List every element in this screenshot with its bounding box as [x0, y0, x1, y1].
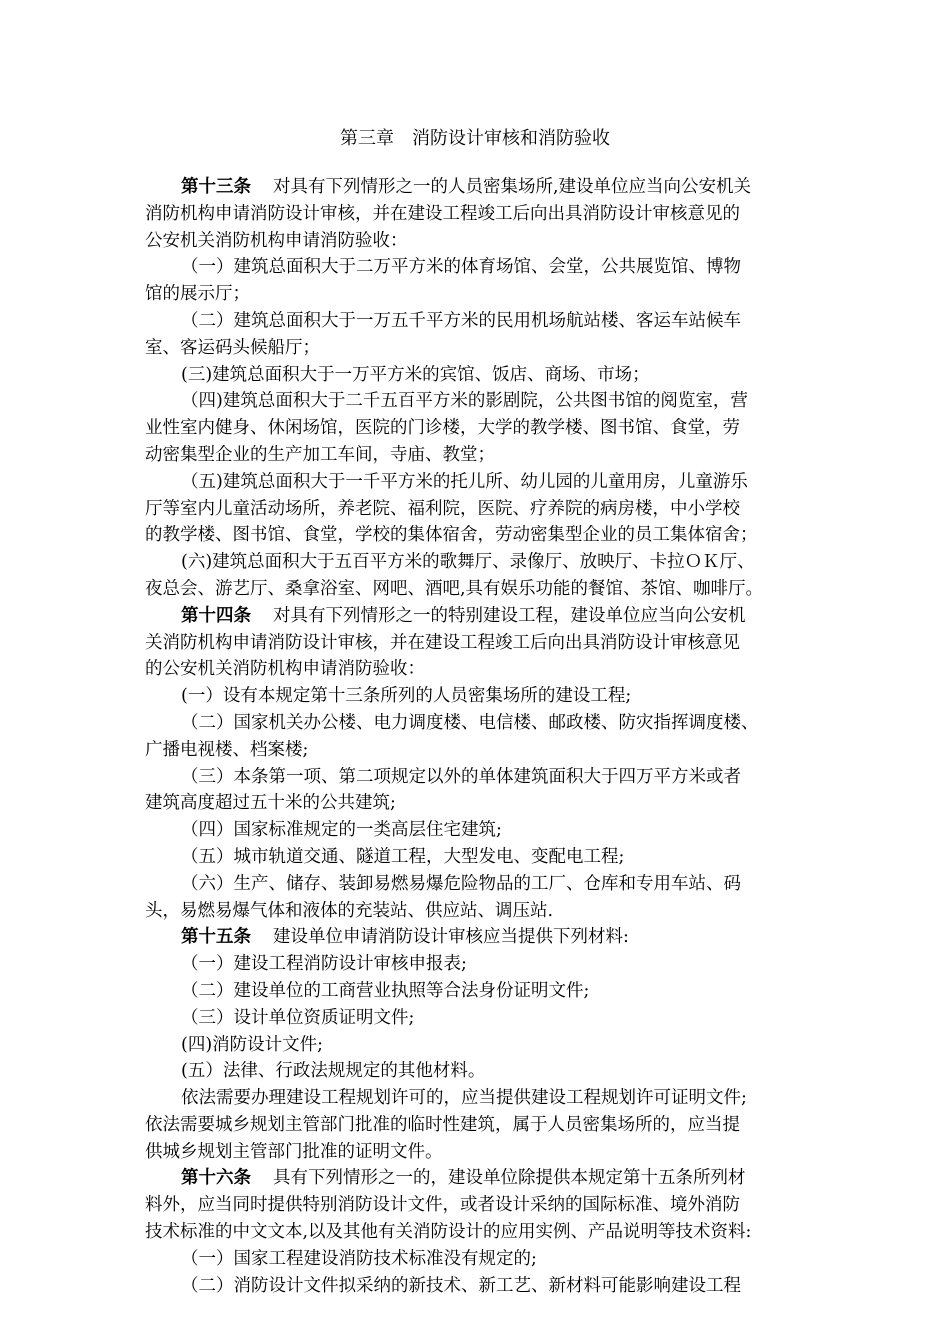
- text-line: [145, 790, 810, 817]
- text-line: [145, 764, 810, 791]
- line-text: 消防机构申请消防设计审核，并在建设工程竣工后向出具消防设计审核意见的: [145, 203, 740, 224]
- article-number: 第十五条: [181, 927, 251, 948]
- chapter-title: 第三章 消防设计审核和消防验收: [340, 128, 610, 149]
- text-line: [145, 281, 810, 308]
- text-line: [145, 1139, 810, 1166]
- line-text: 对具有下列情形之一的特别建设工程，建设单位应当向公安机: [273, 605, 746, 626]
- line-text: （二）建设单位的工商营业执照等合法身份证明文件;: [181, 980, 590, 1001]
- line-text: （五)建筑总面积大于一千平方米的托儿所、幼儿园的儿童用房，儿童游乐: [181, 471, 748, 492]
- line-text: 公安机关消防机构申请消防验收：: [145, 230, 408, 251]
- text-line: [145, 737, 810, 764]
- line-text: (三)建筑总面积大于一万平方米的宾馆、饭店、商场、市场；: [181, 364, 650, 385]
- text-line: [145, 1219, 810, 1246]
- text-line: [145, 228, 810, 255]
- line-text: 广播电视楼、档案楼;: [145, 739, 309, 760]
- line-text: 依法需要办理建设工程规划许可的，应当提供建设工程规划许可证明文件;: [181, 1088, 747, 1109]
- text-line: [145, 308, 810, 335]
- text-line: [145, 201, 810, 228]
- text-line: [145, 656, 810, 683]
- text-line: [145, 335, 810, 362]
- article-number: 第十六条: [181, 1168, 251, 1189]
- line-text: 关消防机构申请消防设计审核，并在建设工程竣工后向出具消防设计审核意见: [145, 632, 740, 653]
- text-line: [145, 1246, 810, 1273]
- line-text: 室、客运码头候船厅；: [145, 337, 320, 358]
- article-number: 第十三条: [181, 177, 251, 197]
- text-line: [145, 362, 810, 389]
- line-text: (五）法律、行政法规规定的其他材料。: [181, 1061, 486, 1082]
- text-line: [145, 1192, 810, 1219]
- line-text: (六)建筑总面积大于五百平方米的歌舞厅、录像厅、放映厅、卡拉ＯＫ厅、: [181, 552, 755, 573]
- text-line: [145, 1112, 810, 1139]
- text-line: [145, 683, 810, 710]
- line-text: 的教学楼、图书馆、食堂，学校的集体宿舍，劳动密集型企业的员工集体宿舍；: [145, 525, 758, 546]
- text-line: [145, 817, 810, 844]
- text-line: [145, 1273, 810, 1300]
- text-line: [145, 415, 810, 442]
- line-text: 供城乡规划主管部门批准的证明文件。: [145, 1141, 443, 1162]
- line-text: 建筑高度超过五十米的公共建筑;: [145, 793, 396, 814]
- line-text: （二）建筑总面积大于一万五千平方米的民用机场航站楼、客运车站候车: [181, 310, 741, 331]
- text-line: [145, 549, 810, 576]
- line-text: 对具有下列情形之一的人员密集场所,建设单位应当向公安机关: [273, 177, 752, 197]
- line-text: （一）国家工程建设消防技术标准没有规定的;: [181, 1248, 537, 1269]
- line-text: （四）国家标准规定的一类高层住宅建筑;: [181, 820, 502, 841]
- line-text: （四)建筑总面积大于二千五百平方米的影剧院，公共图书馆的阅览室，营: [181, 391, 748, 412]
- line-text: （二）消防设计文件拟采纳的新技术、新工艺、新材料可能影响建设工程: [181, 1275, 741, 1296]
- line-text: 的公安机关消防机构申请消防验收：: [145, 659, 425, 680]
- text-line: [145, 469, 810, 496]
- text-line: [145, 1032, 810, 1059]
- line-text: 厅等室内儿童活动场所，养老院、福利院，医院、疗养院的病房楼，中小学校: [145, 498, 740, 519]
- line-text: 夜总会、游艺厅、桑拿浴室、网吧、酒吧,具有娱乐功能的餐馆、茶馆、咖啡厅。: [145, 578, 764, 599]
- text-line: [145, 1165, 810, 1192]
- line-text: 具有下列情形之一的，建设单位除提供本规定第十五条所列材: [273, 1168, 746, 1189]
- text-line: [145, 576, 810, 603]
- text-line: [145, 1058, 810, 1085]
- line-text: 技术标准的中文文本,以及其他有关消防设计的应用实例、产品说明等技术资料:: [145, 1222, 752, 1243]
- line-text: 头，易燃易爆气体和液体的充装站、供应站、调压站.: [145, 900, 554, 921]
- text-line: [145, 630, 810, 657]
- text-line: [145, 522, 810, 549]
- text-line: [145, 496, 810, 523]
- line-text: （二）国家机关办公楼、电力调度楼、电信楼、邮政楼、防灾指挥调度楼、: [181, 712, 759, 733]
- line-text: （五）城市轨道交通、隧道工程，大型发电、变配电工程;: [181, 846, 625, 867]
- line-text: （六）生产、储存、装卸易燃易爆危险物品的工厂、仓库和专用车站、码: [181, 873, 741, 894]
- text-line: [145, 1085, 810, 1112]
- line-text: 馆的展示厅；: [145, 284, 250, 305]
- article-number: 第十四条: [181, 605, 251, 626]
- text-line: [145, 924, 810, 951]
- text-line: [145, 603, 810, 630]
- text-line: [145, 388, 810, 415]
- text-line: [145, 898, 810, 925]
- line-text: 料外，应当同时提供特别消防设计文件，或者设计采纳的国际标准、境外消防: [145, 1195, 740, 1216]
- line-text: 建设单位申请消防设计审核应当提供下列材料:: [273, 927, 629, 948]
- line-text: （三）设计单位资质证明文件;: [181, 1007, 415, 1028]
- text-line: [145, 710, 810, 737]
- line-text: 动密集型企业的生产加工车间，寺庙、教堂；: [145, 444, 495, 465]
- line-text: 业性室内健身、休闲场馆，医院的门诊楼，大学的教学楼、图书馆、食堂，劳: [145, 418, 740, 439]
- line-text: （一）建筑总面积大于二万平方米的体育场馆、会堂，公共展览馆、博物: [181, 257, 741, 278]
- line-text: （一）建设工程消防设计审核申报表;: [181, 954, 467, 975]
- line-text: （三）本条第一项、第二项规定以外的单体建筑面积大于四万平方米或者: [181, 766, 741, 787]
- line-text: (一）设有本规定第十三条所列的人员密集场所的建设工程;: [181, 686, 632, 707]
- text-line: [145, 254, 810, 281]
- line-text: (四)消防设计文件;: [181, 1034, 324, 1055]
- text-line: [145, 844, 810, 871]
- text-line: [145, 951, 810, 978]
- document-body: [145, 174, 810, 1299]
- line-text: 依法需要城乡规划主管部门批准的临时性建筑，属于人员密集场所的，应当提: [145, 1114, 740, 1135]
- text-line: [145, 978, 810, 1005]
- text-line: [145, 174, 810, 201]
- text-line: [145, 1005, 810, 1032]
- text-line: [145, 871, 810, 898]
- text-line: [145, 442, 810, 469]
